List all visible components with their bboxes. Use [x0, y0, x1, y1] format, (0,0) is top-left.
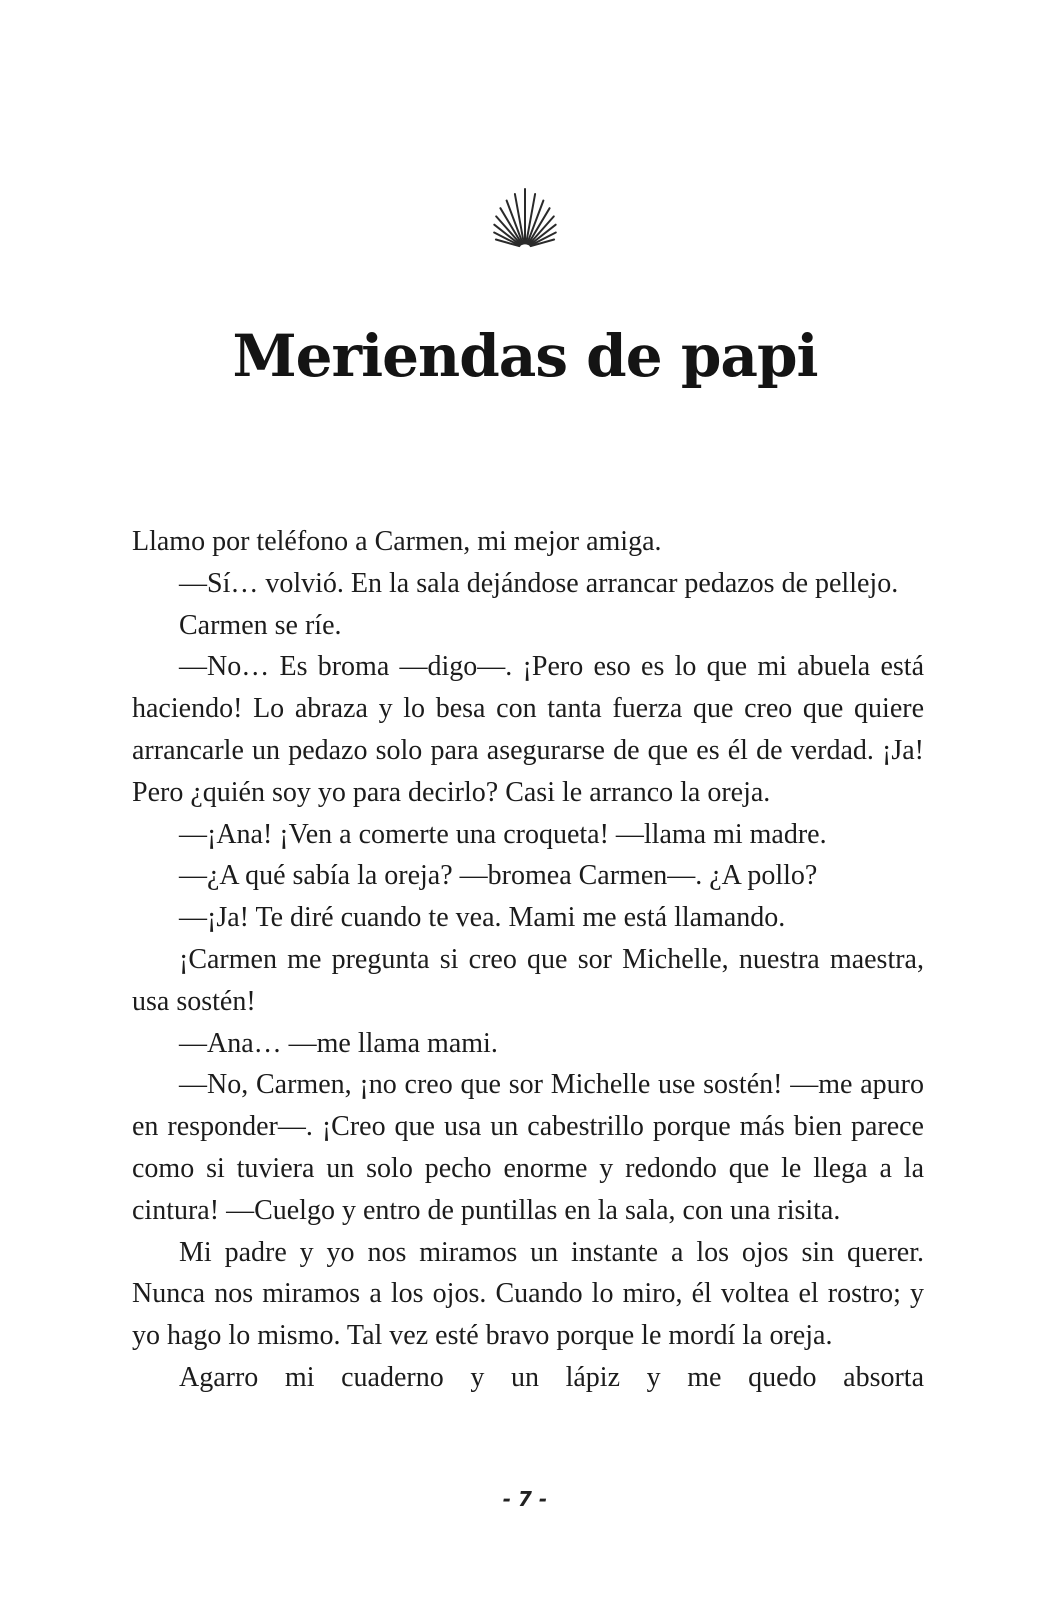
paragraph: Carmen se ríe. [179, 609, 342, 641]
body-text [132, 521, 924, 1399]
paragraph: —No… Es broma —digo—. ¡Pero eso es lo que mi abuela está haciendo! Lo abraza y lo besa con tanta fuerza que creo que quiere arrancarle un pedazo solo para asegurarse de que es él de verdad. ¡Ja! Pero ¿quién soy yo para decirlo? Casi le arranco la oreja. [132, 651, 924, 808]
paragraph: Mi padre y yo nos miramos un instante a los ojos sin querer. Nunca nos miramos a los ojos. Cuando lo miro, él voltea el rostro; y yo hago lo mismo. Tal vez esté bravo porque le mordí la oreja. [132, 1236, 924, 1352]
paragraph: Agarro mi cuaderno y un lápiz y me quedo absorta [179, 1361, 924, 1393]
paragraph: —No, Carmen, ¡no creo que sor Michelle use sostén! —me apuro en responder—. ¡Creo que usa un cabestrillo porque más bien parece como si tuviera un solo pecho enorme y redondo que le llega a la cintura! —Cuelgo y entro de puntillas en la sala, con una risita. [132, 1069, 924, 1226]
paragraph: ¡Carmen me pregunta si creo que sor Michelle, nuestra maestra, usa sostén! [132, 943, 924, 1017]
page-number: - 7 - [502, 1487, 548, 1511]
paragraph: —¡Ja! Te diré cuando te vea. Mami me está llamando. [179, 902, 786, 934]
paragraph: —Ana… —me llama mami. [179, 1027, 498, 1059]
paragraph: —Sí… volvió. En la sala dejándose arrancar pedazos de pellejo. [179, 567, 899, 599]
sunburst-ornament-icon [460, 185, 590, 251]
chapter-title: Meriendas de papi [232, 322, 818, 390]
paragraph: —¡Ana! ¡Ven a comerte una croqueta! —llama mi madre. [179, 818, 827, 850]
paragraph: Llamo por teléfono a Carmen, mi mejor amiga. [132, 526, 662, 557]
paragraph: —¿A qué sabía la oreja? —bromea Carmen—. ¿A pollo? [179, 860, 818, 892]
